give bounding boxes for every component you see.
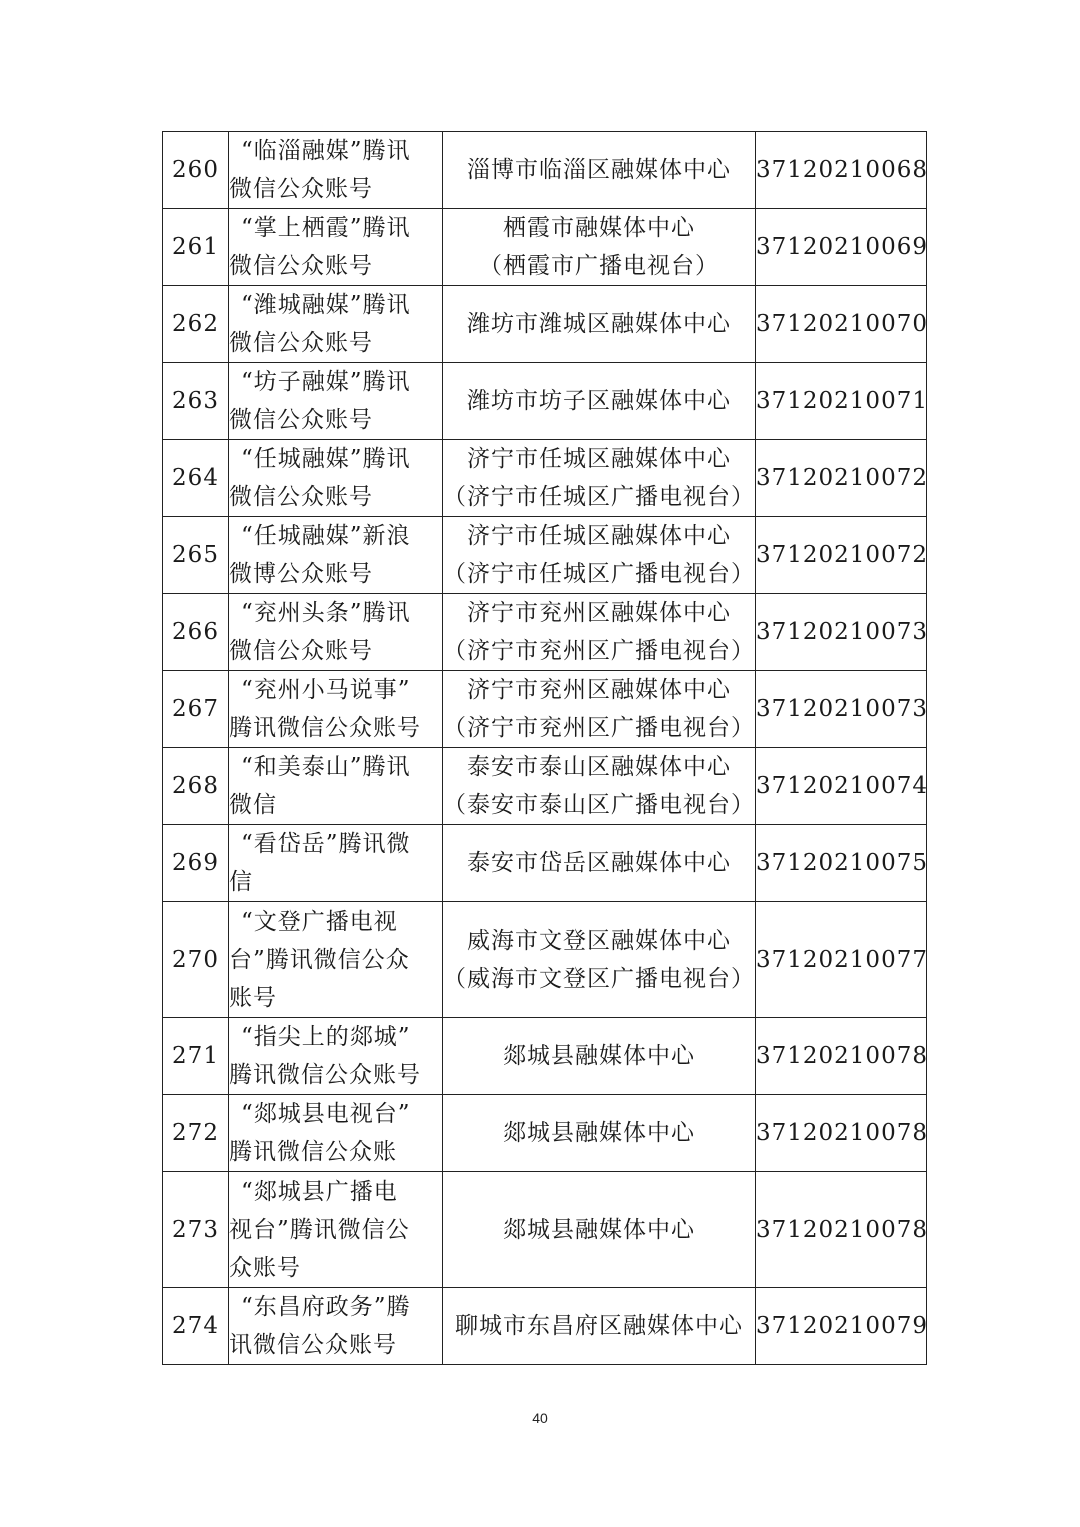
table-row bbox=[163, 517, 927, 594]
account-name-line: “任城融媒”腾讯 bbox=[241, 446, 411, 472]
account-name-line: 微信公众账号 bbox=[229, 253, 373, 279]
account-name-line: 微信公众账号 bbox=[229, 407, 373, 433]
account-name-line: “临淄融媒”腾讯 bbox=[241, 138, 411, 164]
registration-code: 37120210070 bbox=[756, 286, 927, 363]
registration-code: 37120210078 bbox=[756, 1172, 927, 1288]
account-name-line: 微信公众账号 bbox=[229, 330, 373, 356]
registration-code: 37120210072 bbox=[756, 517, 927, 594]
organization-line: 济宁市兖州区融媒体中心 bbox=[467, 600, 731, 626]
account-name-line: “和美泰山”腾讯 bbox=[241, 754, 411, 780]
row-index: 266 bbox=[163, 594, 229, 671]
table-row bbox=[163, 748, 927, 825]
table-row bbox=[163, 363, 927, 440]
registry-table bbox=[162, 131, 927, 1365]
account-name-line: 讯微信公众账号 bbox=[229, 1332, 397, 1358]
registration-code: 37120210069 bbox=[756, 209, 927, 286]
organization-cell bbox=[443, 363, 756, 440]
table-row bbox=[163, 1288, 927, 1365]
organization-cell bbox=[443, 748, 756, 825]
account-name-cell bbox=[229, 1095, 443, 1172]
organization-line: （济宁市任城区广播电视台） bbox=[443, 561, 755, 587]
table-row bbox=[163, 594, 927, 671]
row-index: 272 bbox=[163, 1095, 229, 1172]
row-index: 260 bbox=[163, 132, 229, 209]
row-index: 268 bbox=[163, 748, 229, 825]
row-index: 264 bbox=[163, 440, 229, 517]
account-name-line: 腾讯微信公众账 bbox=[229, 1139, 397, 1165]
account-name-cell bbox=[229, 671, 443, 748]
organization-line: 济宁市任城区融媒体中心 bbox=[467, 446, 731, 472]
account-name-line: “指尖上的郯城” bbox=[241, 1024, 411, 1050]
account-name-line: 视台”腾讯微信公 bbox=[229, 1216, 410, 1243]
organization-cell bbox=[443, 440, 756, 517]
table-row bbox=[163, 209, 927, 286]
account-name-line: 账号 bbox=[229, 984, 277, 1011]
account-name-line: “看岱岳”腾讯微 bbox=[241, 831, 411, 857]
row-index: 261 bbox=[163, 209, 229, 286]
table-row bbox=[163, 286, 927, 363]
organization-line: （栖霞市广播电视台） bbox=[479, 253, 719, 279]
organization-line: （济宁市任城区广播电视台） bbox=[443, 484, 755, 510]
registration-code: 37120210078 bbox=[756, 1095, 927, 1172]
registration-code: 37120210077 bbox=[756, 902, 927, 1018]
registration-code: 37120210072 bbox=[756, 440, 927, 517]
row-index: 262 bbox=[163, 286, 229, 363]
account-name-line: “坊子融媒”腾讯 bbox=[241, 369, 411, 395]
account-name-line: 腾讯微信公众账号 bbox=[229, 715, 421, 741]
organization-cell bbox=[443, 286, 756, 363]
row-index: 271 bbox=[163, 1018, 229, 1095]
organization-line: 威海市文登区融媒体中心 bbox=[467, 927, 731, 954]
account-name-line: 腾讯微信公众账号 bbox=[229, 1062, 421, 1088]
table-row bbox=[163, 132, 927, 209]
organization-cell bbox=[443, 902, 756, 1018]
organization-cell bbox=[443, 1018, 756, 1095]
organization-line: 栖霞市融媒体中心 bbox=[503, 215, 695, 241]
registration-code: 37120210068 bbox=[756, 132, 927, 209]
organization-line: 郯城县融媒体中心 bbox=[503, 1120, 695, 1146]
account-name-line: 微信公众账号 bbox=[229, 176, 373, 202]
organization-line: （济宁市兖州区广播电视台） bbox=[443, 715, 755, 741]
account-name-line: “任城融媒”新浪 bbox=[241, 523, 411, 549]
account-name-line: 微信 bbox=[229, 792, 277, 818]
organization-line: 潍坊市潍城区融媒体中心 bbox=[467, 311, 731, 337]
row-index: 263 bbox=[163, 363, 229, 440]
account-name-line: 微信公众账号 bbox=[229, 638, 373, 664]
organization-line: 聊城市东昌府区融媒体中心 bbox=[455, 1313, 743, 1339]
organization-cell bbox=[443, 825, 756, 902]
registration-code: 37120210079 bbox=[756, 1288, 927, 1365]
page-number: 40 bbox=[532, 1410, 548, 1426]
table-row bbox=[163, 1172, 927, 1288]
organization-line: 泰安市岱岳区融媒体中心 bbox=[467, 850, 731, 876]
account-name-line: 众账号 bbox=[229, 1254, 301, 1281]
row-index: 274 bbox=[163, 1288, 229, 1365]
account-name-cell bbox=[229, 748, 443, 825]
registration-code: 37120210073 bbox=[756, 594, 927, 671]
table-row bbox=[163, 440, 927, 517]
organization-line: 郯城县融媒体中心 bbox=[503, 1043, 695, 1069]
organization-cell bbox=[443, 671, 756, 748]
row-index: 269 bbox=[163, 825, 229, 902]
account-name-line: “兖州头条”腾讯 bbox=[241, 600, 411, 626]
organization-line: 济宁市兖州区融媒体中心 bbox=[467, 677, 731, 703]
account-name-line: 信 bbox=[229, 869, 253, 895]
organization-cell bbox=[443, 1095, 756, 1172]
account-name-line: 台”腾讯微信公众 bbox=[229, 946, 410, 973]
account-name-cell bbox=[229, 1172, 443, 1288]
registration-code: 37120210071 bbox=[756, 363, 927, 440]
account-name-line: “郯城县广播电 bbox=[241, 1178, 398, 1205]
account-name-line: “潍城融媒”腾讯 bbox=[241, 292, 411, 318]
registration-code: 37120210078 bbox=[756, 1018, 927, 1095]
organization-cell bbox=[443, 1172, 756, 1288]
organization-line: 郯城县融媒体中心 bbox=[503, 1216, 695, 1243]
account-name-line: “文登广播电视 bbox=[241, 908, 398, 935]
registration-code: 37120210073 bbox=[756, 671, 927, 748]
row-index: 265 bbox=[163, 517, 229, 594]
registration-code: 37120210074 bbox=[756, 748, 927, 825]
account-name-line: 微信公众账号 bbox=[229, 484, 373, 510]
account-name-cell bbox=[229, 825, 443, 902]
account-name-cell bbox=[229, 517, 443, 594]
account-name-cell bbox=[229, 1288, 443, 1365]
table-row bbox=[163, 1018, 927, 1095]
account-name-line: “兖州小马说事” bbox=[241, 677, 411, 703]
organization-line: 潍坊市坊子区融媒体中心 bbox=[467, 388, 731, 414]
organization-cell bbox=[443, 209, 756, 286]
table-row bbox=[163, 902, 927, 1018]
account-name-line: “东昌府政务”腾 bbox=[241, 1294, 411, 1320]
account-name-cell bbox=[229, 363, 443, 440]
organization-cell bbox=[443, 517, 756, 594]
account-name-cell bbox=[229, 132, 443, 209]
organization-line: （泰安市泰山区广播电视台） bbox=[443, 792, 755, 818]
row-index: 267 bbox=[163, 671, 229, 748]
organization-line: 济宁市任城区融媒体中心 bbox=[467, 523, 731, 549]
account-name-line: 微博公众账号 bbox=[229, 561, 373, 587]
account-name-cell bbox=[229, 594, 443, 671]
organization-cell bbox=[443, 1288, 756, 1365]
row-index: 270 bbox=[163, 902, 229, 1018]
organization-line: 泰安市泰山区融媒体中心 bbox=[467, 754, 731, 780]
organization-line: 淄博市临淄区融媒体中心 bbox=[467, 157, 731, 183]
row-index: 273 bbox=[163, 1172, 229, 1288]
organization-cell bbox=[443, 594, 756, 671]
account-name-line: “掌上栖霞”腾讯 bbox=[241, 215, 411, 241]
account-name-cell bbox=[229, 286, 443, 363]
organization-line: （济宁市兖州区广播电视台） bbox=[443, 638, 755, 664]
account-name-cell bbox=[229, 1018, 443, 1095]
account-name-line: “郯城县电视台” bbox=[241, 1101, 411, 1127]
account-name-cell bbox=[229, 902, 443, 1018]
registration-code: 37120210075 bbox=[756, 825, 927, 902]
account-name-cell bbox=[229, 440, 443, 517]
table-row bbox=[163, 1095, 927, 1172]
organization-cell bbox=[443, 132, 756, 209]
account-name-cell bbox=[229, 209, 443, 286]
table-row bbox=[163, 825, 927, 902]
organization-line: （威海市文登区广播电视台） bbox=[443, 965, 755, 992]
table-row bbox=[163, 671, 927, 748]
